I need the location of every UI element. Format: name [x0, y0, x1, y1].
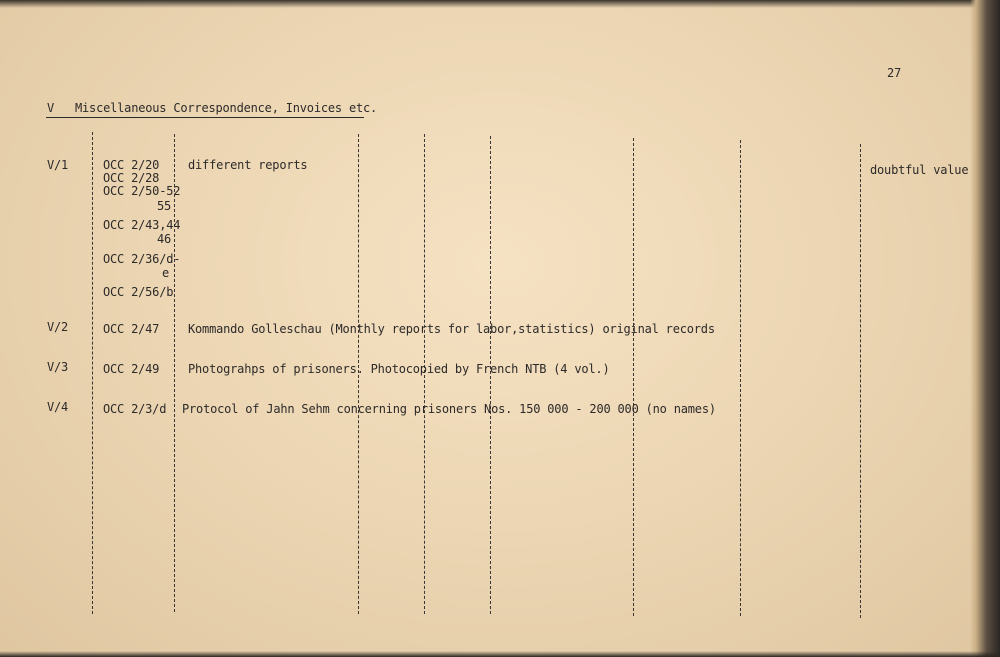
- row-ref: 46: [157, 232, 172, 246]
- row-ref: OCC 2/3/d: [103, 402, 167, 416]
- column-rule-2: [174, 134, 175, 612]
- row-ref: OCC 2/28: [103, 171, 160, 185]
- row-description: Protocol of Jahn Sehm concerning prisoners Nos. 150 000 - 200 000 (no names): [182, 402, 716, 416]
- page-shadow-top: [0, 0, 1000, 8]
- column-rule-6: [633, 138, 634, 616]
- section-underline: [46, 117, 364, 118]
- row-description: different reports: [188, 158, 308, 172]
- row-description: Photograhps of prisoners. Photocopied by French NTB (4 vol.): [188, 362, 610, 376]
- row-id: V/2: [47, 320, 69, 334]
- row-ref: OCC 2/47: [103, 322, 160, 336]
- row-ref: OCC 2/56/b: [103, 285, 174, 299]
- row-note: doubtful value: [870, 163, 969, 177]
- row-id: V/3: [47, 360, 69, 374]
- row-id: V/4: [47, 400, 69, 414]
- section-numeral: V: [47, 101, 55, 115]
- column-rule-7: [740, 140, 741, 616]
- page-number: 27: [887, 66, 902, 80]
- row-ref: OCC 2/49: [103, 362, 160, 376]
- column-rule-8: [860, 144, 861, 618]
- page-shadow-right: [970, 0, 1000, 657]
- row-ref: OCC 2/20: [103, 158, 160, 172]
- section-title: Miscellaneous Correspondence, Invoices etc.: [75, 101, 378, 115]
- row-ref: e: [162, 266, 170, 280]
- column-rule-1: [92, 132, 93, 614]
- row-description: Kommando Golleschau (Monthly reports for labor,statistics) original records: [188, 322, 715, 336]
- row-ref: 55: [157, 199, 172, 213]
- page-shadow-bottom: [0, 651, 1000, 657]
- row-id: V/1: [47, 158, 69, 172]
- row-ref: OCC 2/50-52: [103, 184, 181, 198]
- row-ref: OCC 2/36/d-: [103, 252, 181, 266]
- row-ref: OCC 2/43,44: [103, 218, 181, 232]
